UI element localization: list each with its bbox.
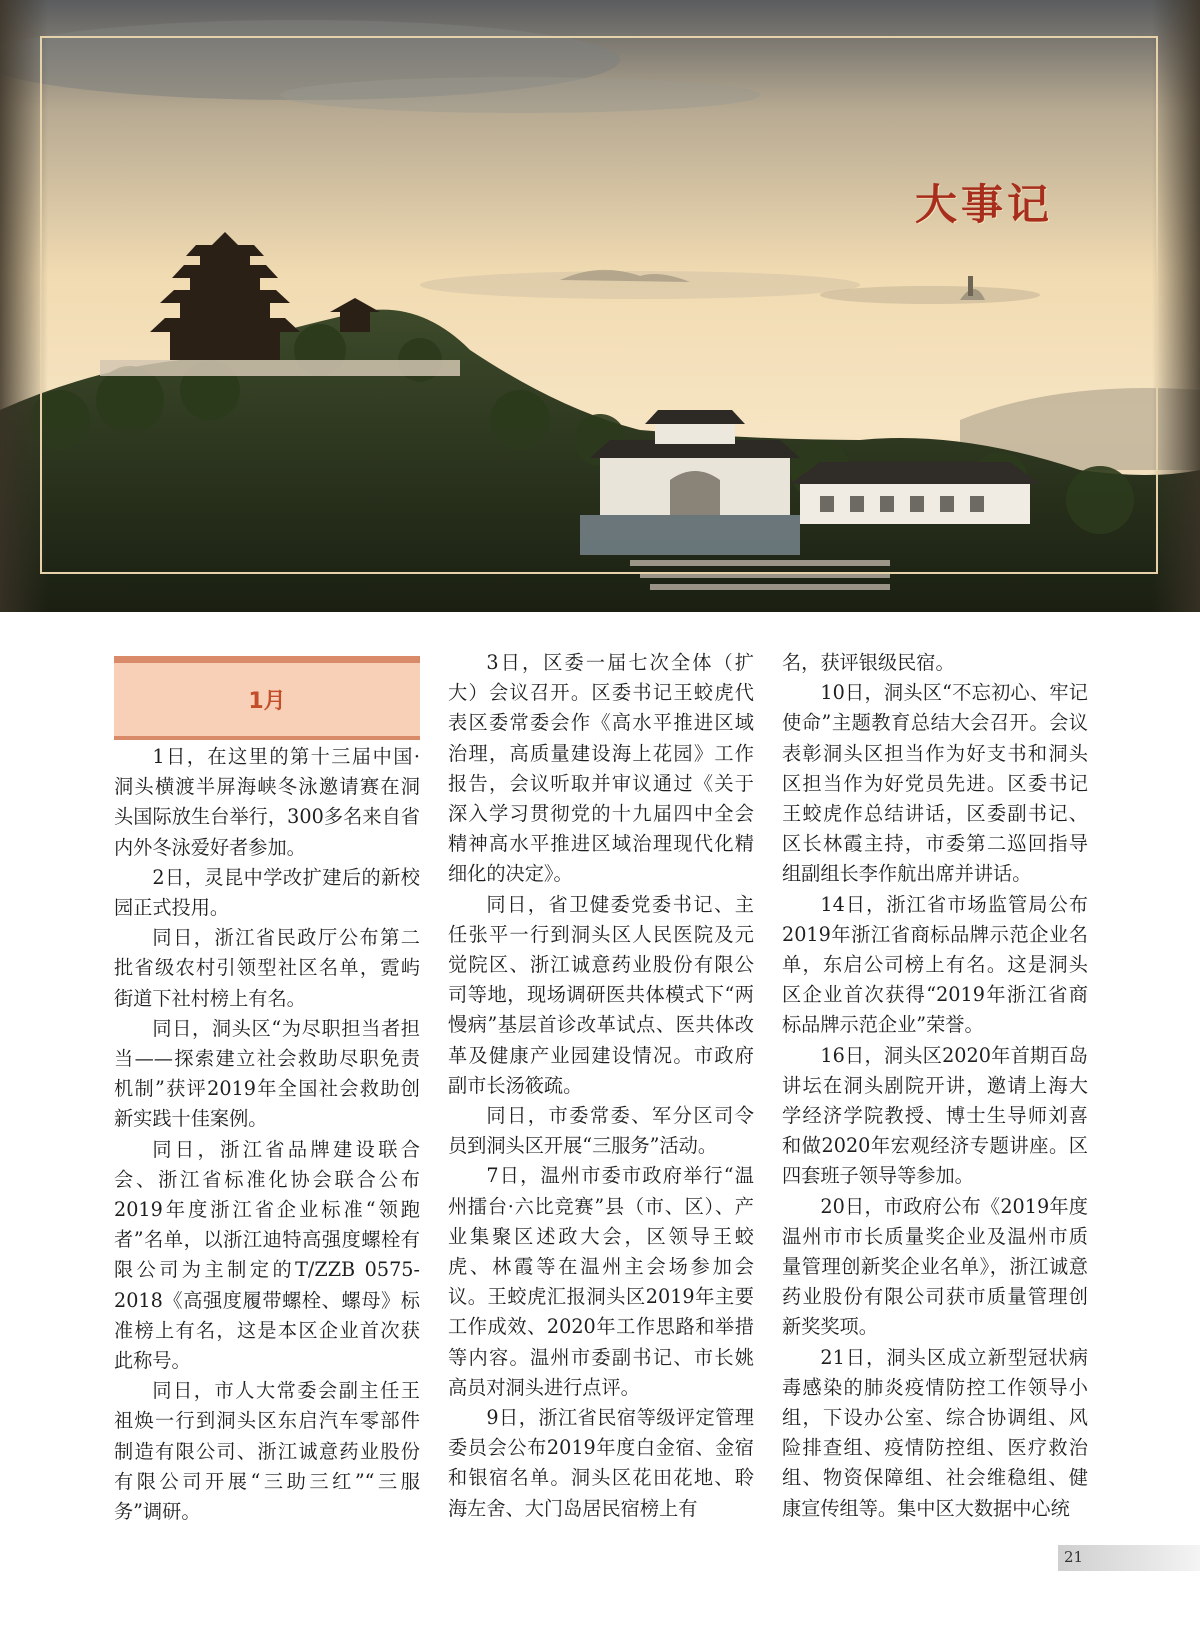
paragraph: 2日，灵昆中学改扩建后的新校园正式投用。	[114, 865, 420, 920]
month-label: 1月	[248, 689, 286, 714]
paragraph: 10日，洞头区“不忘初心、牢记使命”主题教育总结大会召开。会议表彰洞头区担当作为好支书和洞头区担当作为好党员先进。区委书记王蛟虎作总结讲话，区委副书记、区长林霞主持，市委第二巡回指导组副组长李作航出席并讲话。	[782, 681, 1088, 886]
photo-frame	[40, 36, 1158, 574]
paragraph: 1日，在这里的第十三届中国·洞头横渡半屏海峡冬泳邀请赛在洞头国际放生台举行，300多名来自省内外冬泳爱好者参加。	[114, 745, 420, 859]
paragraph-continuation: 名，获评银级民宿。	[782, 651, 955, 674]
paragraph: 14日，浙江省市场监管局公布2019年浙江省商标品牌示范企业名单，东启公司榜上有名。这是洞头区企业首次获得“2019年浙江省商标品牌示范企业”荣誉。	[782, 892, 1088, 1037]
paragraph: 21日，洞头区成立新型冠状病毒感染的肺炎疫情防控工作领导小组，下设办公室、综合协调组、风险排查组、疫情防控组、医疗救治组、物资保障组、社会维稳组、健康宣传组等。集中区大数据中心统	[782, 1345, 1088, 1520]
month-header	[114, 656, 420, 740]
paragraph: 同日，市委常委、军分区司令员到洞头区开展“三服务”活动。	[448, 1104, 754, 1158]
paragraph: 9日，浙江省民宿等级评定管理委员会公布2019年度白金宿、金宿和银宿名单。洞头区花田花地、聆海左舍、大门岛居民宿榜上有	[448, 1406, 754, 1520]
paragraph: 16日，洞头区2020年首期百岛讲坛在洞头剧院开讲，邀请上海大学经济学院教授、博士生导师刘喜和做2020年宏观经济专题讲座。区四套班子领导等参加。	[782, 1043, 1088, 1188]
page-number: 21	[1064, 1548, 1084, 1566]
page-title: 大事记	[915, 180, 1054, 229]
paragraph: 同日，洞头区“为尽职担当者担当——探索建立社会救助尽职免责机制”获评2019年全国社会救助创新实践十佳案例。	[114, 1016, 420, 1131]
paragraph: 同日，市人大常委会副主任王祖焕一行到洞头区东启汽车零部件制造有限公司、浙江诚意药业股份有限公司开展“三助三红”“三服务”调研。	[114, 1379, 420, 1524]
paragraph: 3日，区委一届七次全体（扩大）会议召开。区委书记王蛟虎代表区委常委会作《高水平推进区域治理，高质量建设海上花园》工作报告，会议听取并审议通过《关于深入学习贯彻党的十九届四中全会精神高水平推进区域治理现代化精细化的决定》。	[448, 651, 754, 886]
text-column-2	[448, 648, 754, 1524]
hero-photo	[0, 0, 1200, 612]
paragraph: 同日，省卫健委党委书记、主任张平一行到洞头区人民医院及元觉院区、浙江诚意药业股份有限公司等地，现场调研医共体模式下“两慢病”基层首诊改革试点、医共体改革及健康产业园建设情况。市政府副市长汤筱疏。	[448, 892, 754, 1097]
paragraph: 20日，市政府公布《2019年度温州市市长质量奖企业及温州市质量管理创新奖企业名单》，浙江诚意药业股份有限公司获市质量管理创新奖奖项。	[782, 1194, 1088, 1339]
paragraph: 同日，浙江省品牌建设联合会、浙江省标准化协会联合公布2019年度浙江省企业标准“领跑者”名单，以浙江迪特高强度螺栓有限公司为主制定的T/ZZB 0575-2018《高强度履带螺栓、螺母》标准榜上有名，这是本区企业首次获此称号。	[114, 1137, 420, 1373]
text-column-1	[114, 742, 420, 1527]
paragraph: 7日，温州市委市政府举行“温州擂台·六比竞赛”县（市、区）、产业集聚区述政大会，区领导王蛟虎、林霞等在温州主会场参加会议。王蛟虎汇报洞头区2019年主要工作成效、2020年工作思路和举措等内容。温州市委副书记、市长姚高员对洞头进行点评。	[448, 1164, 754, 1399]
text-column-3	[782, 648, 1088, 1524]
paragraph: 同日，浙江省民政厅公布第二批省级农村引领型社区名单，霓屿街道下社村榜上有名。	[114, 926, 420, 1010]
